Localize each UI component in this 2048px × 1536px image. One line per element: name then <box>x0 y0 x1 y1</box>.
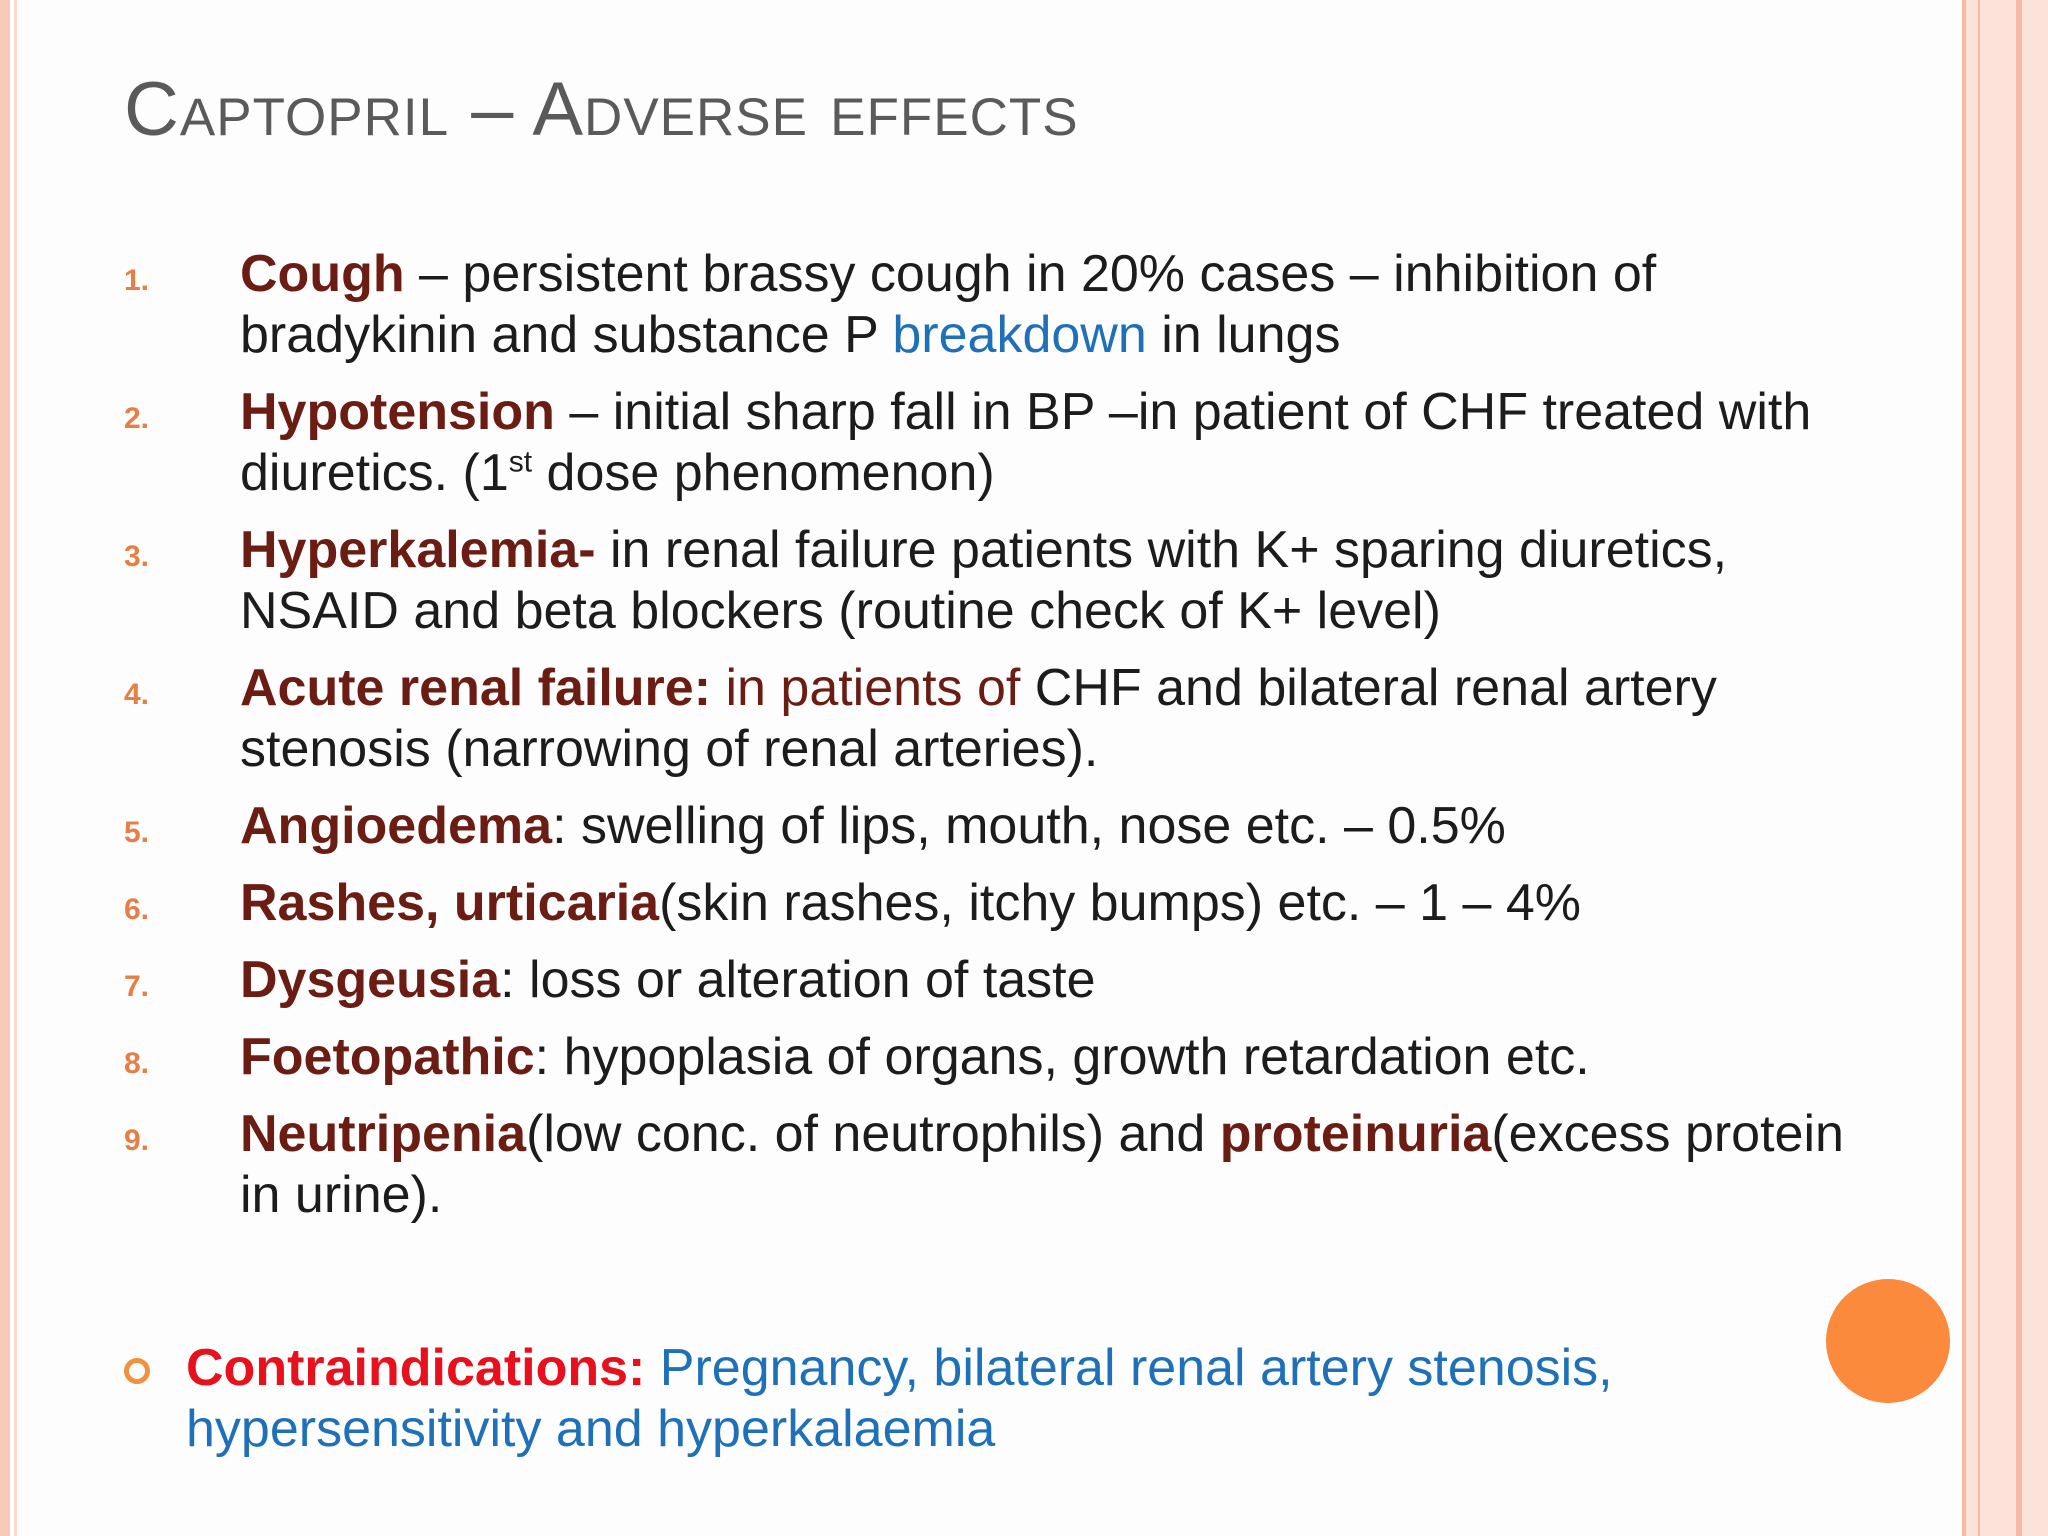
list-number: 4. <box>124 678 150 711</box>
adverse-effects-list <box>124 244 1884 1242</box>
list-item-text <box>240 520 1884 642</box>
list-item <box>124 1027 1884 1088</box>
right-border-line <box>1978 0 1980 1536</box>
orange-circle-decoration <box>1826 1279 1950 1403</box>
list-item <box>124 244 1884 366</box>
contraindications-list: Pregnancy, bilateral renal artery stenosis, hypersensitivity and hyperkalaemia <box>186 1339 1613 1458</box>
list-item <box>124 520 1884 642</box>
effect-description: : swelling of lips, mouth, nose etc. – 0.5% <box>552 797 1506 855</box>
left-border-stripe <box>0 0 10 1536</box>
effect-description: dose phenomenon) <box>532 444 995 502</box>
slide-title: Captopril – Adverse effects <box>124 67 1079 152</box>
list-number: 2. <box>124 402 150 435</box>
effect-description: : loss or alteration of taste <box>500 951 1096 1009</box>
list-item <box>124 1104 1884 1226</box>
effect-term: Hypotension <box>240 383 555 441</box>
list-item-text <box>240 244 1884 366</box>
effect-term: Rashes, urticaria <box>240 874 660 932</box>
list-number: 3. <box>124 540 150 573</box>
breakdown-link-text: breakdown <box>892 306 1147 364</box>
list-item-text <box>240 1104 1884 1226</box>
effect-description: in patients of <box>711 659 1021 717</box>
list-number: 7. <box>124 970 150 1003</box>
list-item <box>124 658 1884 780</box>
effect-description: – initial sharp fall in BP –in patient of CHF treated with diuretics. (1 <box>240 383 1812 502</box>
contraindications-block <box>124 1338 1824 1460</box>
effect-term: Angioedema <box>240 797 553 855</box>
effect-term: Neutripenia <box>240 1105 527 1163</box>
right-border-line <box>2016 0 2022 1536</box>
effect-description: (low conc. of neutrophils) and <box>526 1105 1220 1163</box>
effect-term: Acute renal failure: <box>240 659 712 717</box>
effect-description: in renal failure patients with K+ sparing diuretics, NSAID and beta blockers (routine check of K+ level) <box>240 521 1728 640</box>
list-item-text <box>240 382 1884 504</box>
left-border-line <box>14 0 17 1536</box>
effect-description: – persistent brassy cough in 20% cases – inhibition of bradykinin and substance P <box>240 245 1657 364</box>
circle-bullet-icon <box>124 1358 150 1384</box>
effect-term: Dysgeusia <box>240 951 501 1009</box>
effect-term-proteinuria: proteinuria <box>1219 1105 1492 1163</box>
effect-description: (skin rashes, itchy bumps) etc. – 1 – 4% <box>659 874 1582 932</box>
effect-term: Cough <box>240 245 405 303</box>
list-number: 6. <box>124 893 150 926</box>
list-item <box>124 382 1884 504</box>
list-item-text <box>240 658 1884 780</box>
list-item <box>124 873 1884 934</box>
list-number: 9. <box>124 1124 150 1157</box>
list-item <box>124 950 1884 1011</box>
list-item-text <box>240 1027 1884 1088</box>
list-item-text <box>240 796 1884 857</box>
list-item-text <box>240 873 1884 934</box>
effect-term: Foetopathic <box>240 1028 535 1086</box>
right-border-band <box>1962 0 2048 1536</box>
effect-description: in lungs <box>1146 306 1341 364</box>
superscript-st: st <box>508 445 533 479</box>
list-number: 5. <box>124 816 150 849</box>
contraindications-label: Contraindications: <box>186 1339 646 1397</box>
contraindications-text <box>186 1338 1824 1460</box>
list-number: 8. <box>124 1047 150 1080</box>
effect-description: CHF and bilateral renal artery stenosis (narrowing of renal arteries). <box>240 659 1717 778</box>
list-item <box>124 796 1884 857</box>
right-border-line <box>1962 0 1966 1536</box>
effect-description: : hypoplasia of organs, growth retardation etc. <box>534 1028 1590 1086</box>
effect-description: (excess protein in urine). <box>240 1105 1844 1224</box>
list-number: 1. <box>124 264 150 297</box>
list-item-text <box>240 950 1884 1011</box>
effect-term: Hyperkalemia- <box>240 521 596 579</box>
